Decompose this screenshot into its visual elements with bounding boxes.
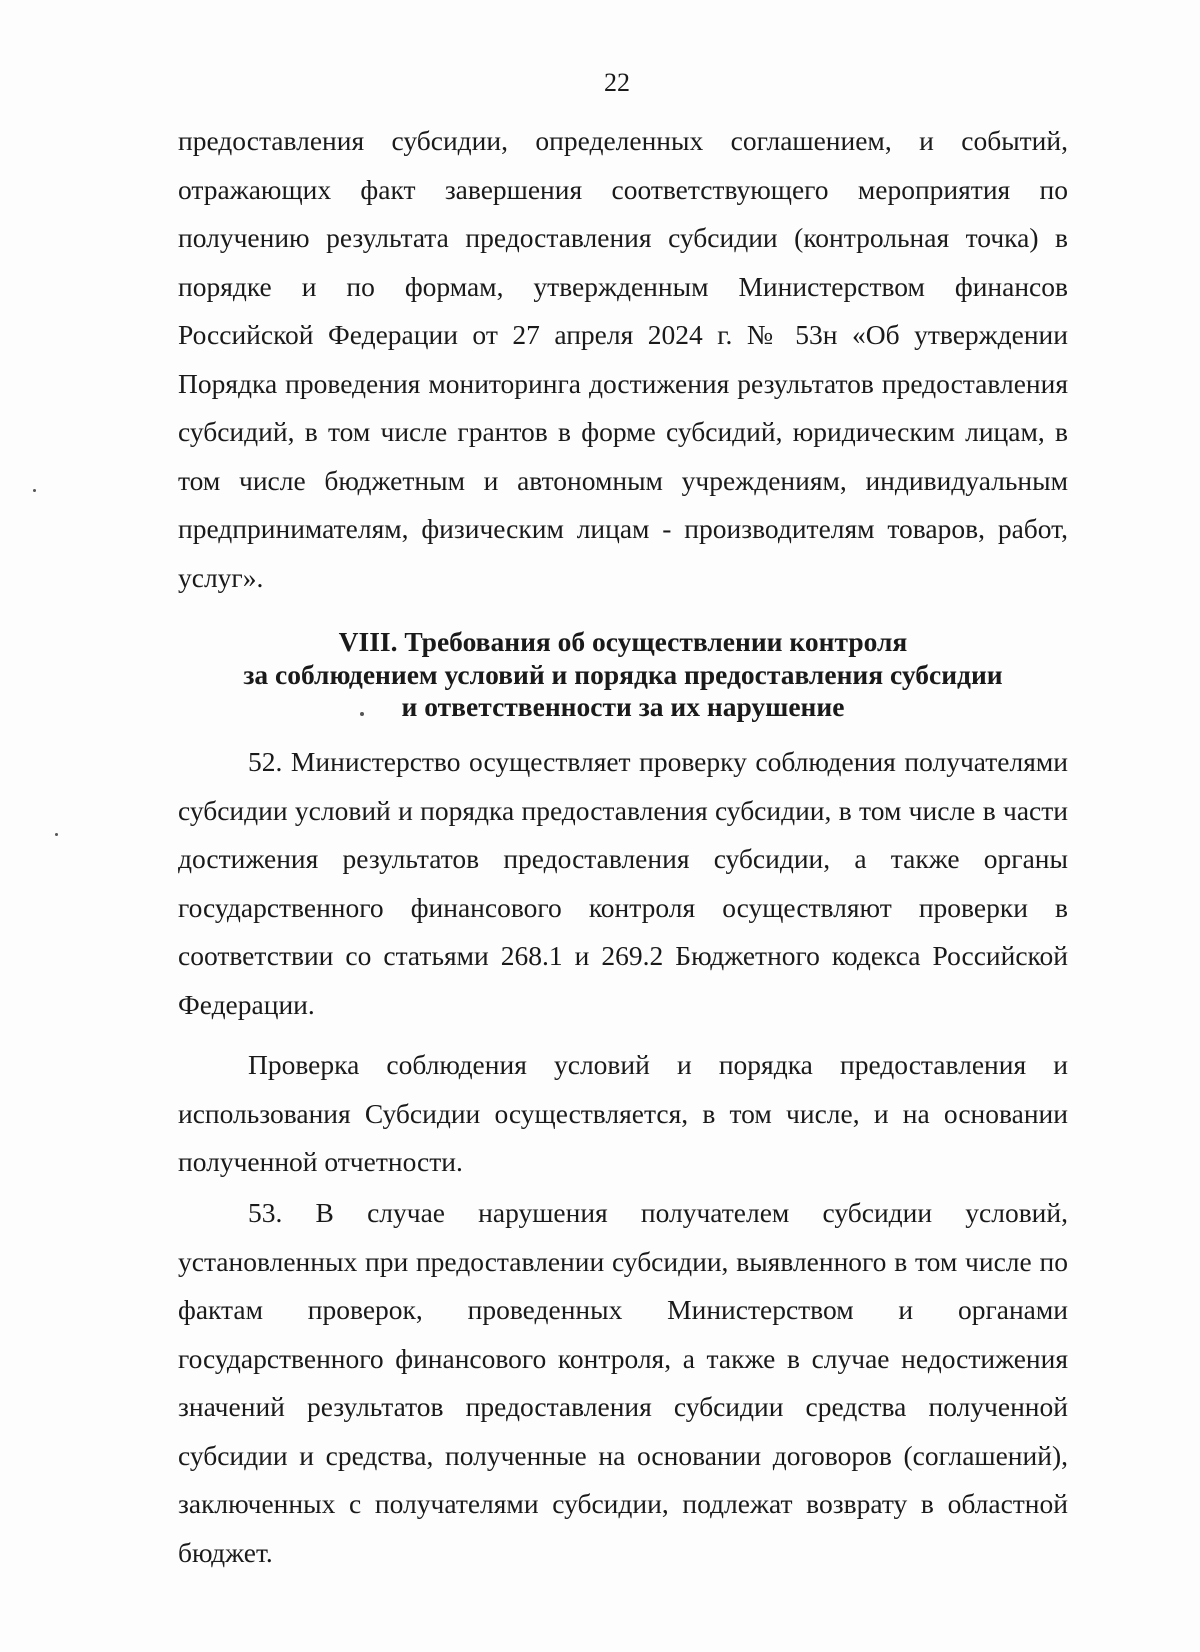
scan-speck [33, 489, 36, 492]
section-heading-line-1: VIII. Требования об осуществлении контроля [338, 626, 908, 657]
paragraph-53: 53. В случае нарушения получателем субсидии условий, установленных при предоставлении субсидии, выявленного в том числе по фактам проверок, проведенных Министерством и органами государственного финансового контроля, а также в случае недостижения значений результатов предоставления субсидии средства полученной субсидии и средства, полученные на основании договоров (соглашений), заключенных с получателями субсидии, подлежат возврату в областной бюджет. [178, 1197, 1068, 1568]
scan-speck [55, 833, 58, 836]
section-heading [178, 626, 1068, 724]
top-paragraph: предоставления субсидии, определенных соглашением, и событий, отражающих факт завершения соответствующего мероприятия по получению результата предоставления субсидии (контрольная точка) в порядке и по формам, утвержденным Министерством финансов Российской Федерации от 27 апреля 2024 г. № 53н «Об утверждении Порядка проведения мониторинга достижения результатов предоставления субсидий, в том числе грантов в форме субсидий, юридическим лицам, в том числе бюджетным и автономным учреждениям, индивидуальным предпринимателям, физическим лицам - производителям товаров, работ, услуг». [178, 125, 1068, 593]
section-heading-line-2: за соблюдением условий и порядка предоставления субсидии [243, 658, 1003, 690]
paragraph-check: Проверка соблюдения условий и порядка предоставления и использования Субсидии осуществляется, в том числе, и на основании полученной отчетности. [178, 1049, 1068, 1177]
paragraph-52: 52. Министерство осуществляет проверку соблюдения получателями субсидии условий и порядка предоставления субсидии, в том числе в части достижения результатов предоставления субсидии, а также органы государственного финансового контроля осуществляют проверки в соответствии со статьями 268.1 и 269.2 Бюджетного кодекса Российской Федерации. [178, 746, 1068, 1020]
section-heading-line-3: и ответственности за их нарушение [401, 691, 845, 722]
scan-speck [360, 712, 364, 716]
page-number: 22 [604, 68, 630, 97]
